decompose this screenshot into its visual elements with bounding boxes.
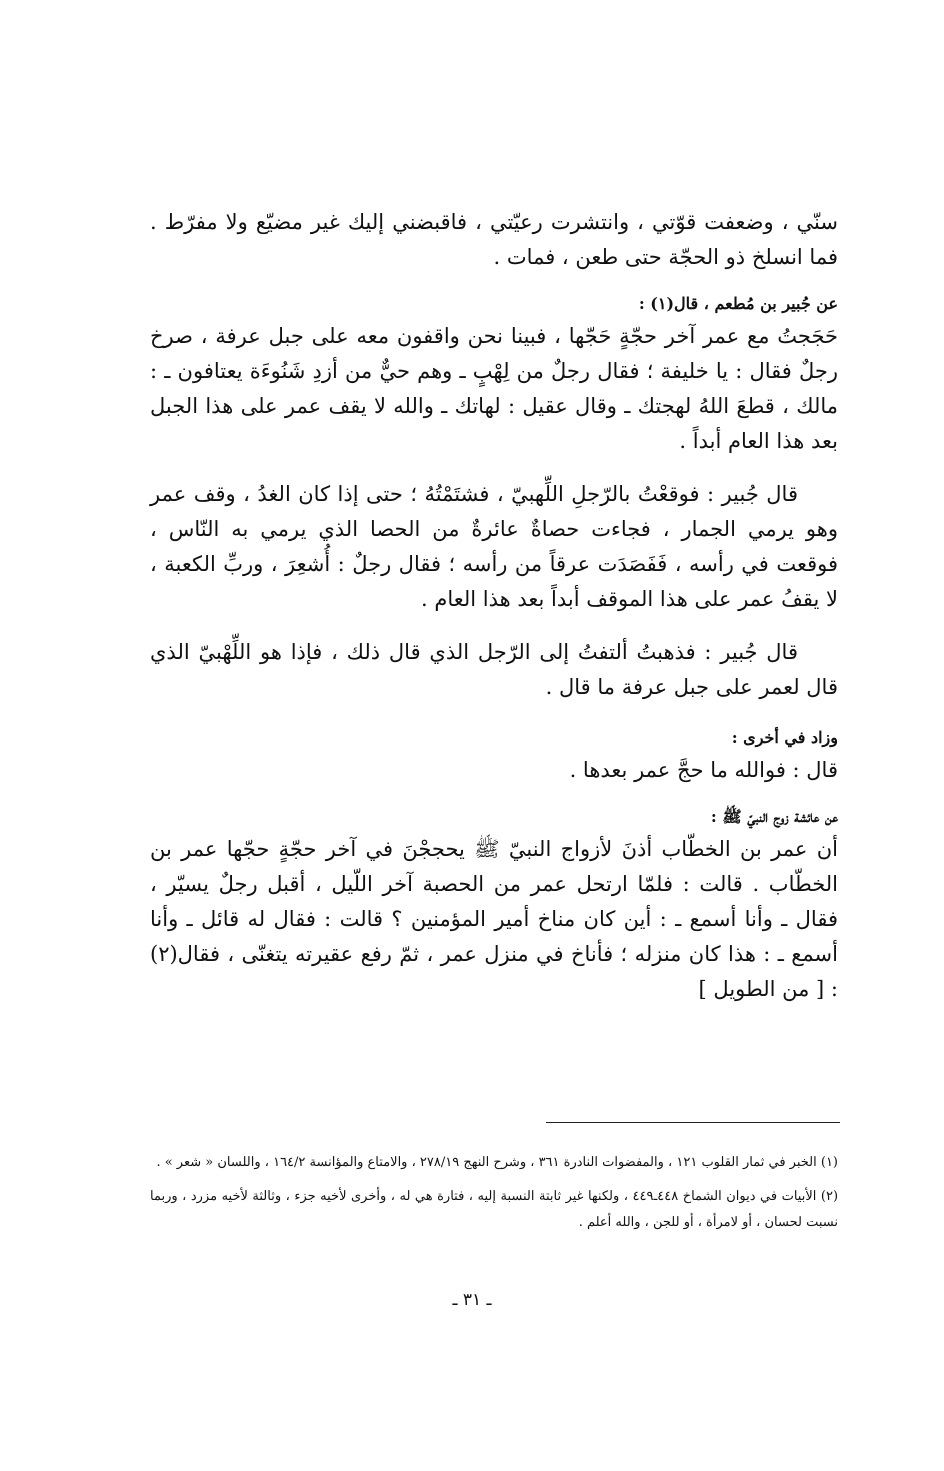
paragraph-5: قال : فوالله ما حجَّ عمر بعدها . — [569, 758, 838, 782]
footnote-1: (١) الخبر في ثمار القلوب ١٢١ ، والمفضوات النادرة ٣٦١ ، وشرح النهج ٢٧٨/١٩ ، والامتاع والمؤانسة ١٦٤/٢ ، واللسان « شعر » . — [156, 1155, 838, 1170]
heading-other-version: وزاد في أخرى : — [731, 728, 838, 747]
paragraph-3: قال جُبير : فوقعْتُ بالرّجلِ اللِّهبيّ ، فشتَمْتُهُ ؛ حتى إذا كان الغدُ ، وقف عمر وهو يرمي الجمار ، فجاءت حصاةٌ عائرةٌ من الحصا الذي يرمي به النّاس ، فوقعت في رأسه ، فَفَصَدَت عرقاً من رأسه ؛ فقال رجلٌ : أُشعِرَ ، وربِّ الكعبة ، لا يقفُ عمر على هذا الموقف أبداً بعد هذا العام . — [150, 482, 838, 611]
main-text — [150, 205, 838, 1007]
heading-aisha: عن عائشة زوج النبيّ ﷺ : — [710, 807, 838, 826]
footnote-2: (٢) الأبيات في ديوان الشماخ ٤٤٨ـ٤٤٩ ، ولكنها غير ثابتة النسبة إليه ، فتارة هي له ، وأخرى لأخيه جزء ، وثالثة لأخيه مزرد ، وربما نسبت لحسان ، أو لامرأة ، أو للجن ، والله أعلم . — [150, 1189, 839, 1230]
footnote-divider — [546, 1122, 840, 1123]
paragraph-2: حَجَجتُ مع عمر آخر حجّةٍ حَجّها ، فبينا نحن واقفون معه على جبل عرفة ، صرخ رجلٌ فقال : يا خليفة ؛ فقال رجلٌ من لِهْبٍ ـ وهم حيٌّ من أزدِ شَنُوءَة يعتافون ـ : مالك ، قطعَ اللهُ لهجتك ـ وقال عقيل : لهاتك ـ والله لا يقف عمر على هذا الجبل بعد هذا العام أبداً . — [150, 324, 839, 453]
heading-jubayr: عن جُبير بن مُطعم ، قال(١) : — [638, 294, 838, 313]
paragraph-1: سنّي ، وضعفت قوّتي ، وانتشرت رعيّتي ، فاقبضني إليك غير مضيّع ولا مفرّط . فما انسلخ ذو الحجّة حتى طعن ، فمات . — [150, 210, 838, 269]
paragraph-4: قال جُبير : فذهبتُ ألتفتُ إلى الرّجل الذي قال ذلك ، فإذا هو اللِّهْبيّ الذي قال لعمر على جبل عرفة ما قال . — [150, 640, 838, 699]
paragraph-6: أن عمر بن الخطّاب أذنَ لأزواج النبيّ ﷺ يحججْنَ في آخر حجّةٍ حجّها عمر بن الخطّاب . قالت : فلمّا ارتحل عمر من الحصبة آخر اللّيل ، أقبل رجلٌ يسيّر ، فقال ـ وأنا أسمع ـ : أين كان مناخ أمير المؤمنين ؟ قالت : فقال له قائل ـ وأنا أسمع ـ : هذا كان منزله ؛ فأناخ في منزل عمر ، ثمّ رفع عقيرته يتغنّى ، فقال(٢) : [ من الطويل ] — [150, 837, 838, 1001]
footnotes — [150, 1150, 838, 1244]
page-number: ـ ٣١ ـ — [452, 1290, 492, 1310]
